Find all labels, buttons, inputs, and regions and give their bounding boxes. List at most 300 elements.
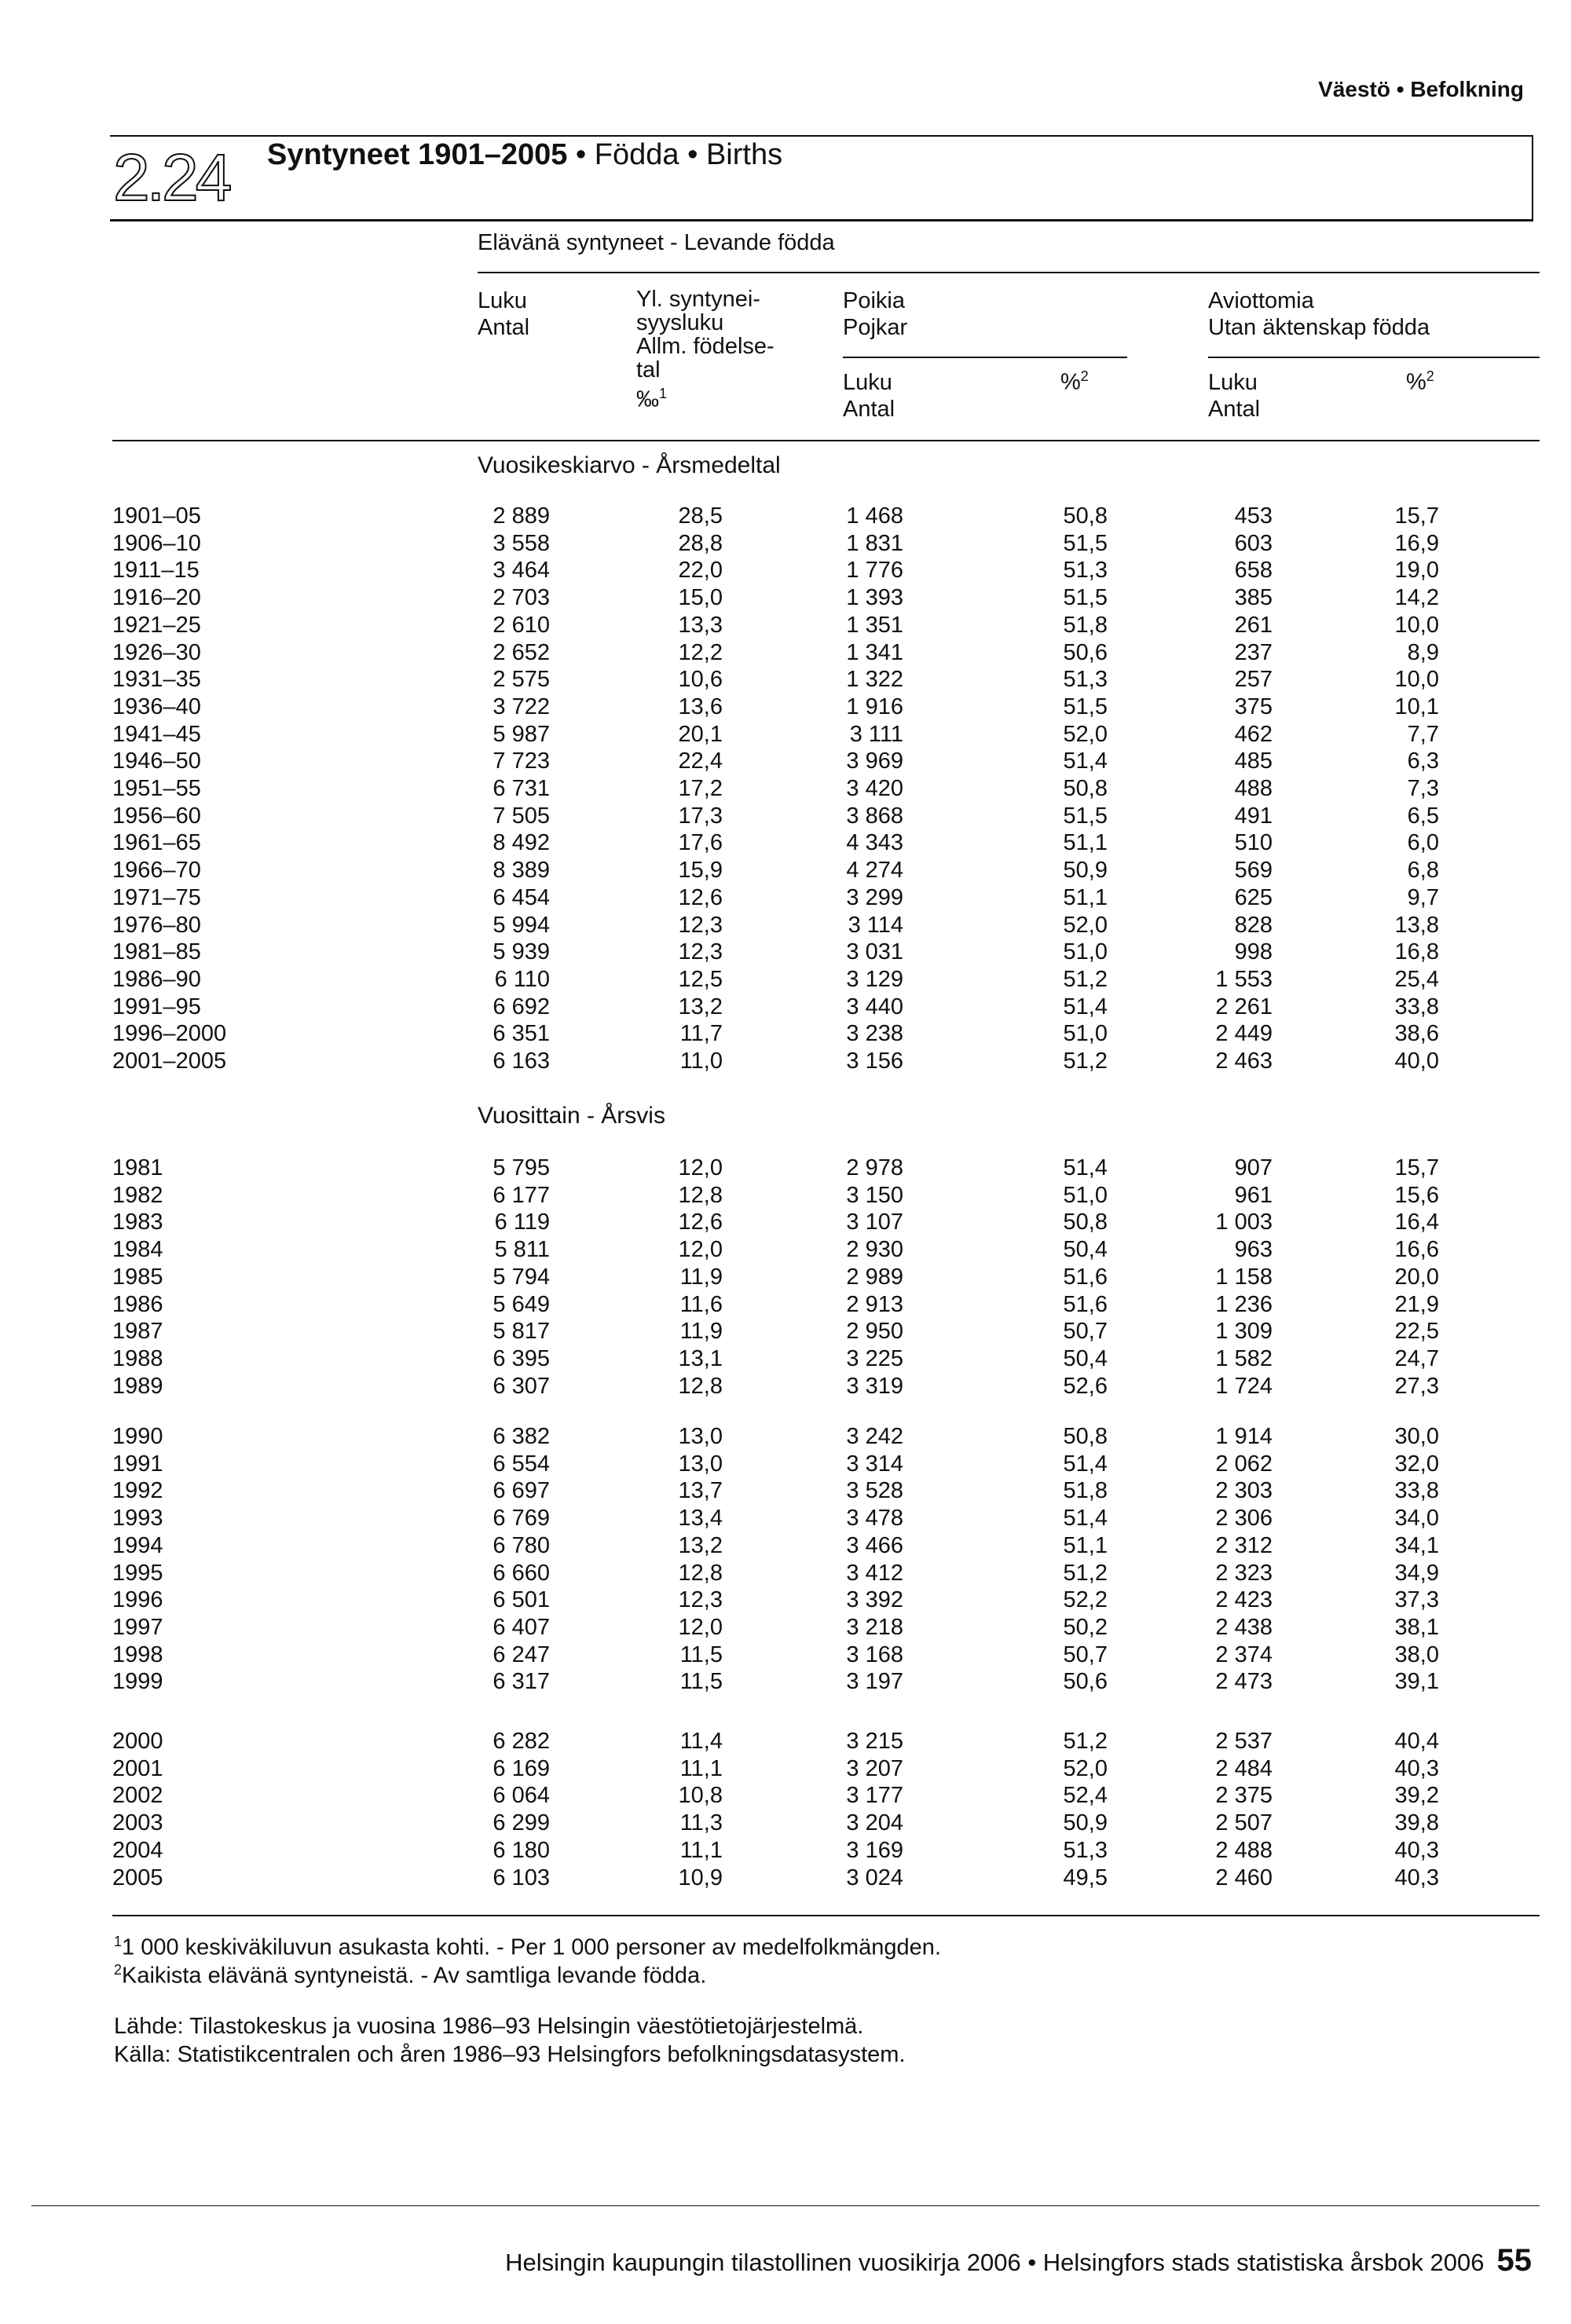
table-row bbox=[0, 1423, 1571, 1451]
cell-births-count: 6 282 bbox=[493, 1729, 550, 1754]
cell-births-count: 3 464 bbox=[493, 558, 550, 584]
table-row bbox=[0, 966, 1571, 994]
title-main: Syntyneet 1901–2005 bbox=[267, 138, 568, 171]
cell-boys-count: 3 218 bbox=[846, 1614, 903, 1640]
table-row bbox=[0, 1505, 1571, 1532]
cell-boys-pct: 51,5 bbox=[1063, 530, 1108, 556]
cell-nonmarital-pct: 22,5 bbox=[1394, 1319, 1439, 1345]
cell-boys-pct: 51,4 bbox=[1063, 748, 1108, 774]
cell-boys-pct: 50,7 bbox=[1063, 1319, 1108, 1345]
cell-nonmarital-pct: 15,7 bbox=[1394, 1155, 1439, 1180]
cell-births-count: 7 723 bbox=[493, 748, 550, 774]
cell-birth-rate: 15,0 bbox=[678, 585, 723, 611]
cell-boys-count: 3 314 bbox=[846, 1451, 903, 1477]
footer-text: Helsingin kaupungin tilastollinen vuosikirja 2006 • Helsingfors stads statistiska årsbok 2006 bbox=[505, 2249, 1485, 2276]
table-row bbox=[0, 1865, 1571, 1892]
cell-nonmarital-count: 1 003 bbox=[1215, 1210, 1273, 1235]
cell-boys-pct: 50,6 bbox=[1063, 1669, 1108, 1695]
table-row bbox=[0, 1728, 1571, 1755]
cell-births-count: 5 987 bbox=[493, 721, 550, 747]
cell-boys-pct: 52,4 bbox=[1063, 1783, 1108, 1809]
cell-nonmarital-count: 828 bbox=[1234, 912, 1273, 938]
cell-nonmarital-pct: 10,0 bbox=[1394, 612, 1439, 638]
cell-nonmarital-pct: 34,9 bbox=[1394, 1560, 1439, 1586]
cell-nonmarital-pct: 38,1 bbox=[1394, 1614, 1439, 1640]
table-row bbox=[0, 694, 1571, 721]
cell-nonmarital-count: 2 323 bbox=[1215, 1560, 1273, 1586]
cell-period: 1961–65 bbox=[112, 830, 201, 856]
cell-boys-pct: 50,8 bbox=[1063, 1424, 1108, 1449]
cell-births-count: 5 939 bbox=[493, 939, 550, 965]
cell-period: 1981 bbox=[112, 1155, 163, 1180]
cell-birth-rate: 11,9 bbox=[679, 1319, 723, 1345]
table-row bbox=[0, 1048, 1571, 1075]
cell-birth-rate: 11,3 bbox=[679, 1810, 723, 1836]
cell-births-count: 6 731 bbox=[493, 776, 550, 801]
cell-nonmarital-pct: 16,9 bbox=[1394, 530, 1439, 556]
cell-period: 1911–15 bbox=[112, 558, 200, 584]
table-row bbox=[0, 666, 1571, 694]
table-row bbox=[0, 1020, 1571, 1048]
cell-period: 1921–25 bbox=[112, 612, 201, 638]
cell-period: 1991 bbox=[112, 1451, 163, 1477]
cell-nonmarital-pct: 6,3 bbox=[1407, 748, 1439, 774]
cell-birth-rate: 11,9 bbox=[679, 1264, 723, 1290]
cell-period: 1951–55 bbox=[112, 776, 201, 801]
table-row bbox=[0, 1532, 1571, 1560]
cell-period: 2000 bbox=[112, 1729, 163, 1754]
source-sv: Källa: Statistikcentralen och åren 1986–93 Helsingfors befolkningsdatasystem. bbox=[114, 2042, 906, 2067]
cell-boys-pct: 50,9 bbox=[1063, 858, 1108, 884]
cell-boys-pct: 51,6 bbox=[1063, 1291, 1108, 1317]
cell-birth-rate: 12,3 bbox=[678, 939, 723, 965]
cell-boys-count: 3 169 bbox=[846, 1837, 903, 1863]
cell-nonmarital-pct: 34,1 bbox=[1394, 1532, 1439, 1558]
cell-birth-rate: 13,0 bbox=[678, 1451, 723, 1477]
cell-nonmarital-count: 2 463 bbox=[1215, 1049, 1273, 1074]
cell-boys-pct: 50,6 bbox=[1063, 639, 1108, 665]
cell-birth-rate: 12,5 bbox=[678, 966, 723, 992]
cell-nonmarital-pct: 25,4 bbox=[1394, 966, 1439, 992]
cell-period: 1986–90 bbox=[112, 966, 201, 992]
cell-birth-rate: 12,8 bbox=[678, 1182, 723, 1208]
cell-boys-pct: 51,4 bbox=[1063, 1506, 1108, 1532]
table-row bbox=[0, 1182, 1571, 1210]
cell-boys-pct: 50,9 bbox=[1063, 1810, 1108, 1836]
cell-nonmarital-count: 1 553 bbox=[1215, 966, 1273, 992]
cell-nonmarital-pct: 40,3 bbox=[1394, 1755, 1439, 1781]
cell-births-count: 6 407 bbox=[493, 1614, 550, 1640]
col-header-poikia: Poikia Pojkar bbox=[843, 288, 908, 340]
cell-nonmarital-count: 2 449 bbox=[1215, 1021, 1273, 1047]
cell-births-count: 6 697 bbox=[493, 1478, 550, 1504]
cell-period: 1976–80 bbox=[112, 912, 201, 938]
cell-nonmarital-pct: 40,4 bbox=[1394, 1729, 1439, 1754]
section-tag: Väestö • Befolkning bbox=[1318, 77, 1524, 101]
cell-period: 1936–40 bbox=[112, 694, 201, 719]
cell-boys-count: 3 204 bbox=[846, 1810, 903, 1836]
cell-births-count: 6 780 bbox=[493, 1532, 550, 1558]
cell-boys-pct: 51,2 bbox=[1063, 1560, 1108, 1586]
cell-nonmarital-count: 2 460 bbox=[1215, 1865, 1273, 1890]
cell-boys-count: 3 299 bbox=[846, 884, 903, 910]
cell-nonmarital-pct: 10,0 bbox=[1394, 667, 1439, 693]
cell-nonmarital-pct: 7,7 bbox=[1407, 721, 1439, 747]
cell-nonmarital-count: 625 bbox=[1234, 884, 1273, 910]
cell-boys-count: 1 776 bbox=[846, 558, 903, 584]
cell-nonmarital-pct: 14,2 bbox=[1394, 585, 1439, 611]
cell-boys-count: 1 322 bbox=[846, 667, 903, 693]
cell-nonmarital-count: 491 bbox=[1234, 803, 1273, 829]
cell-nonmarital-count: 257 bbox=[1234, 667, 1273, 693]
cell-nonmarital-count: 1 158 bbox=[1215, 1264, 1273, 1290]
cell-period: 1906–10 bbox=[112, 530, 201, 556]
cell-period: 1993 bbox=[112, 1506, 163, 1532]
table-row bbox=[0, 1291, 1571, 1319]
cell-births-count: 3 722 bbox=[493, 694, 550, 719]
cell-boys-pct: 51,8 bbox=[1063, 612, 1108, 638]
cell-boys-count: 3 168 bbox=[846, 1641, 903, 1667]
cell-nonmarital-count: 2 484 bbox=[1215, 1755, 1273, 1781]
cell-births-count: 6 554 bbox=[493, 1451, 550, 1477]
cell-nonmarital-pct: 15,7 bbox=[1394, 503, 1439, 529]
cell-period: 1991–95 bbox=[112, 994, 201, 1019]
cell-birth-rate: 10,6 bbox=[678, 667, 723, 693]
table-row bbox=[0, 1451, 1571, 1478]
cell-nonmarital-pct: 38,0 bbox=[1394, 1641, 1439, 1667]
col-header-poikia-pct: %$^2$ bbox=[1060, 368, 1089, 395]
cell-nonmarital-count: 2 438 bbox=[1215, 1614, 1273, 1640]
cell-boys-count: 3 466 bbox=[846, 1532, 903, 1558]
cell-boys-count: 4 343 bbox=[846, 830, 903, 856]
cell-birth-rate: 13,3 bbox=[678, 612, 723, 638]
cell-period: 1926–30 bbox=[112, 639, 201, 665]
cell-nonmarital-count: 963 bbox=[1234, 1237, 1273, 1263]
cell-boys-count: 2 913 bbox=[846, 1291, 903, 1317]
cell-boys-count: 1 468 bbox=[846, 503, 903, 529]
cell-boys-count: 1 831 bbox=[846, 530, 903, 556]
cell-boys-pct: 51,5 bbox=[1063, 803, 1108, 829]
cell-birth-rate: 11,5 bbox=[679, 1669, 723, 1695]
cell-period: 1996–2000 bbox=[112, 1021, 227, 1047]
cell-births-count: 6 692 bbox=[493, 994, 550, 1019]
cell-nonmarital-pct: 6,0 bbox=[1407, 830, 1439, 856]
cell-births-count: 8 389 bbox=[493, 858, 550, 884]
cell-period: 1966–70 bbox=[112, 858, 201, 884]
cell-boys-count: 1 351 bbox=[846, 612, 903, 638]
cell-boys-count: 3 420 bbox=[846, 776, 903, 801]
cell-births-count: 6 163 bbox=[493, 1049, 550, 1074]
cell-births-count: 5 795 bbox=[493, 1155, 550, 1180]
cell-births-count: 5 811 bbox=[494, 1237, 550, 1263]
cell-nonmarital-count: 1 582 bbox=[1215, 1345, 1273, 1371]
table-row bbox=[0, 639, 1571, 667]
cell-birth-rate: 12,6 bbox=[678, 1210, 723, 1235]
cell-births-count: 2 652 bbox=[493, 639, 550, 665]
cell-births-count: 6 169 bbox=[493, 1755, 550, 1781]
cell-boys-pct: 52,6 bbox=[1063, 1373, 1108, 1399]
cell-nonmarital-count: 603 bbox=[1234, 530, 1273, 556]
cell-births-count: 2 703 bbox=[493, 585, 550, 611]
cell-births-count: 7 505 bbox=[493, 803, 550, 829]
cell-boys-pct: 51,4 bbox=[1063, 994, 1108, 1019]
cell-nonmarital-pct: 19,0 bbox=[1394, 558, 1439, 584]
cell-boys-count: 3 111 bbox=[849, 721, 903, 747]
cell-nonmarital-count: 2 303 bbox=[1215, 1478, 1273, 1504]
cell-boys-count: 3 440 bbox=[846, 994, 903, 1019]
table-row bbox=[0, 1264, 1571, 1291]
aviottomia-rule bbox=[1208, 357, 1540, 358]
cell-period: 1946–50 bbox=[112, 748, 201, 774]
cell-nonmarital-pct: 16,4 bbox=[1394, 1210, 1439, 1235]
col-header-aviottomia: Aviottomia Utan äktenskap födda bbox=[1208, 288, 1430, 340]
cell-boys-pct: 51,0 bbox=[1063, 939, 1108, 965]
cell-birth-rate: 12,6 bbox=[678, 884, 723, 910]
table-number: 2.24 bbox=[113, 141, 229, 214]
cell-boys-pct: 51,0 bbox=[1063, 1021, 1108, 1047]
cell-period: 1982 bbox=[112, 1182, 163, 1208]
table-row bbox=[0, 1755, 1571, 1783]
cell-nonmarital-pct: 34,0 bbox=[1394, 1506, 1439, 1532]
cell-boys-count: 3 215 bbox=[846, 1729, 903, 1754]
cell-period: 2002 bbox=[112, 1783, 163, 1809]
cell-nonmarital-pct: 40,0 bbox=[1394, 1049, 1439, 1074]
cell-period: 1992 bbox=[112, 1478, 163, 1504]
cell-births-count: 6 299 bbox=[493, 1810, 550, 1836]
cell-nonmarital-count: 2 306 bbox=[1215, 1506, 1273, 1532]
cell-period: 1989 bbox=[112, 1373, 163, 1399]
cell-nonmarital-count: 1 236 bbox=[1215, 1291, 1273, 1317]
cell-nonmarital-count: 1 914 bbox=[1215, 1424, 1273, 1449]
cell-nonmarital-count: 462 bbox=[1234, 721, 1273, 747]
cell-birth-rate: 13,6 bbox=[678, 694, 723, 719]
cell-nonmarital-count: 1 724 bbox=[1215, 1373, 1273, 1399]
cell-boys-count: 3 238 bbox=[846, 1021, 903, 1047]
table-row bbox=[0, 1560, 1571, 1587]
cell-births-count: 6 103 bbox=[493, 1865, 550, 1890]
cell-nonmarital-pct: 16,8 bbox=[1394, 939, 1439, 965]
col-header-luku: Luku Antal bbox=[478, 288, 530, 340]
cell-boys-count: 3 107 bbox=[846, 1210, 903, 1235]
cell-nonmarital-count: 2 423 bbox=[1215, 1587, 1273, 1613]
table-row bbox=[0, 1587, 1571, 1614]
table-row bbox=[0, 857, 1571, 884]
cell-births-count: 6 119 bbox=[494, 1210, 550, 1235]
cell-period: 1971–75 bbox=[112, 884, 201, 910]
cell-boys-pct: 52,0 bbox=[1063, 721, 1108, 747]
cell-boys-pct: 51,1 bbox=[1063, 830, 1108, 856]
col-header-avi-pct: %$^2$ bbox=[1406, 368, 1434, 395]
cell-period: 1956–60 bbox=[112, 803, 201, 829]
cell-boys-pct: 50,4 bbox=[1063, 1237, 1108, 1263]
cell-nonmarital-pct: 15,6 bbox=[1394, 1182, 1439, 1208]
table-row bbox=[0, 612, 1571, 639]
table-row bbox=[0, 939, 1571, 966]
cell-births-count: 6 769 bbox=[493, 1506, 550, 1532]
cell-boys-count: 3 225 bbox=[846, 1345, 903, 1371]
cell-births-count: 6 660 bbox=[493, 1560, 550, 1586]
cell-births-count: 6 501 bbox=[493, 1587, 550, 1613]
cell-period: 1997 bbox=[112, 1614, 163, 1640]
cell-boys-count: 3 242 bbox=[846, 1424, 903, 1449]
group-rule bbox=[478, 272, 1540, 273]
cell-nonmarital-count: 2 062 bbox=[1215, 1451, 1273, 1477]
cell-boys-pct: 51,3 bbox=[1063, 558, 1108, 584]
cell-boys-pct: 51,3 bbox=[1063, 667, 1108, 693]
cell-boys-pct: 51,5 bbox=[1063, 694, 1108, 719]
cell-period: 1916–20 bbox=[112, 585, 201, 611]
cell-nonmarital-pct: 9,7 bbox=[1407, 884, 1439, 910]
cell-nonmarital-count: 237 bbox=[1234, 639, 1273, 665]
table-row bbox=[0, 584, 1571, 612]
group-header: Elävänä syntyneet - Levande födda bbox=[478, 230, 835, 255]
cell-boys-pct: 51,0 bbox=[1063, 1182, 1108, 1208]
cell-birth-rate: 11,7 bbox=[679, 1021, 723, 1047]
cell-birth-rate: 10,8 bbox=[678, 1783, 723, 1809]
cell-period: 2005 bbox=[112, 1865, 163, 1890]
cell-nonmarital-pct: 8,9 bbox=[1407, 639, 1439, 665]
cell-birth-rate: 11,1 bbox=[679, 1755, 723, 1781]
cell-births-count: 2 610 bbox=[493, 612, 550, 638]
cell-nonmarital-pct: 27,3 bbox=[1394, 1373, 1439, 1399]
cell-nonmarital-pct: 37,3 bbox=[1394, 1587, 1439, 1613]
cell-nonmarital-pct: 30,0 bbox=[1394, 1424, 1439, 1449]
cell-nonmarital-pct: 10,1 bbox=[1394, 694, 1439, 719]
cell-births-count: 5 817 bbox=[493, 1319, 550, 1345]
cell-boys-count: 3 412 bbox=[846, 1560, 903, 1586]
cell-boys-count: 3 024 bbox=[846, 1865, 903, 1890]
cell-boys-count: 1 916 bbox=[846, 694, 903, 719]
table-row bbox=[0, 1614, 1571, 1641]
cell-period: 1981–85 bbox=[112, 939, 201, 965]
table-row bbox=[0, 1155, 1571, 1182]
table-row bbox=[0, 721, 1571, 748]
cell-nonmarital-count: 2 488 bbox=[1215, 1837, 1273, 1863]
cell-birth-rate: 11,6 bbox=[679, 1291, 723, 1317]
cell-boys-count: 3 392 bbox=[846, 1587, 903, 1613]
cell-nonmarital-pct: 39,1 bbox=[1394, 1669, 1439, 1695]
cell-nonmarital-pct: 39,2 bbox=[1394, 1783, 1439, 1809]
cell-boys-pct: 51,4 bbox=[1063, 1451, 1108, 1477]
cell-birth-rate: 12,3 bbox=[678, 1587, 723, 1613]
cell-nonmarital-count: 569 bbox=[1234, 858, 1273, 884]
cell-boys-count: 3 177 bbox=[846, 1783, 903, 1809]
table-row bbox=[0, 884, 1571, 912]
cell-births-count: 5 794 bbox=[493, 1264, 550, 1290]
col-header-avi-luku: Luku Antal bbox=[1208, 370, 1261, 422]
section-five-year-label: Vuosikeskiarvo - Årsmedeltal bbox=[478, 452, 781, 478]
table-row bbox=[0, 803, 1571, 830]
cell-period: 1999 bbox=[112, 1669, 163, 1695]
cell-nonmarital-pct: 6,5 bbox=[1407, 803, 1439, 829]
cell-nonmarital-pct: 40,3 bbox=[1394, 1837, 1439, 1863]
cell-period: 1931–35 bbox=[112, 667, 201, 693]
cell-period: 2003 bbox=[112, 1810, 163, 1836]
cell-boys-pct: 51,6 bbox=[1063, 1264, 1108, 1290]
col-header-yl: Yl. syntynei- syysluku Allm. födelse- tal ‰$^1$ bbox=[636, 287, 775, 412]
cell-birth-rate: 11,4 bbox=[679, 1729, 723, 1754]
table-row bbox=[0, 1641, 1571, 1669]
cell-boys-pct: 51,2 bbox=[1063, 1049, 1108, 1074]
poikia-rule bbox=[843, 357, 1127, 358]
cell-boys-pct: 50,8 bbox=[1063, 1210, 1108, 1235]
cell-boys-count: 2 950 bbox=[846, 1319, 903, 1345]
cell-birth-rate: 12,8 bbox=[678, 1560, 723, 1586]
cell-period: 2001–2005 bbox=[112, 1049, 227, 1074]
cell-boys-pct: 52,0 bbox=[1063, 1755, 1108, 1781]
cell-nonmarital-count: 485 bbox=[1234, 748, 1273, 774]
cell-nonmarital-count: 2 537 bbox=[1215, 1729, 1273, 1754]
cell-births-count: 5 649 bbox=[493, 1291, 550, 1317]
cell-period: 1941–45 bbox=[112, 721, 201, 747]
table-row bbox=[0, 775, 1571, 803]
cell-nonmarital-count: 510 bbox=[1234, 830, 1273, 856]
cell-boys-count: 3 969 bbox=[846, 748, 903, 774]
cell-birth-rate: 11,5 bbox=[679, 1641, 723, 1667]
cell-period: 1988 bbox=[112, 1345, 163, 1371]
footnote-1: $^1$1 000 keskiväkiluvun asukasta kohti. - Per 1 000 personer av medelfolkmängden. bbox=[114, 1934, 941, 1960]
cell-births-count: 6 395 bbox=[493, 1345, 550, 1371]
cell-boys-pct: 50,8 bbox=[1063, 776, 1108, 801]
cell-births-count: 6 307 bbox=[493, 1373, 550, 1399]
cell-boys-count: 1 341 bbox=[846, 639, 903, 665]
table-row bbox=[0, 1236, 1571, 1264]
table-row bbox=[0, 503, 1571, 530]
cell-boys-pct: 49,5 bbox=[1063, 1865, 1108, 1890]
table-row bbox=[0, 557, 1571, 584]
cell-period: 2001 bbox=[112, 1755, 163, 1781]
table-row bbox=[0, 1373, 1571, 1400]
cell-births-count: 6 317 bbox=[493, 1669, 550, 1695]
cell-boys-pct: 51,1 bbox=[1063, 884, 1108, 910]
cell-birth-rate: 13,4 bbox=[678, 1506, 723, 1532]
table-row bbox=[0, 912, 1571, 939]
cell-boys-count: 2 930 bbox=[846, 1237, 903, 1263]
table-row bbox=[0, 994, 1571, 1021]
section-yearly-label: Vuosittain - Årsvis bbox=[478, 1103, 665, 1129]
table-row bbox=[0, 1668, 1571, 1696]
cell-boys-pct: 50,7 bbox=[1063, 1641, 1108, 1667]
page-footer bbox=[505, 2243, 1532, 2278]
table-row bbox=[0, 1318, 1571, 1345]
cell-boys-count: 3 129 bbox=[846, 966, 903, 992]
cell-period: 1986 bbox=[112, 1291, 163, 1317]
cell-birth-rate: 20,1 bbox=[678, 721, 723, 747]
cell-boys-pct: 50,4 bbox=[1063, 1345, 1108, 1371]
header-rule bbox=[112, 440, 1540, 441]
cell-nonmarital-count: 961 bbox=[1234, 1182, 1273, 1208]
cell-nonmarital-pct: 13,8 bbox=[1394, 912, 1439, 938]
cell-births-count: 2 889 bbox=[493, 503, 550, 529]
cell-births-count: 6 351 bbox=[493, 1021, 550, 1047]
cell-nonmarital-pct: 16,6 bbox=[1394, 1237, 1439, 1263]
cell-nonmarital-pct: 20,0 bbox=[1394, 1264, 1439, 1290]
cell-nonmarital-pct: 40,3 bbox=[1394, 1865, 1439, 1890]
cell-boys-count: 4 274 bbox=[846, 858, 903, 884]
cell-nonmarital-count: 385 bbox=[1234, 585, 1273, 611]
cell-period: 1990 bbox=[112, 1424, 163, 1449]
cell-birth-rate: 28,5 bbox=[678, 503, 723, 529]
cell-births-count: 6 247 bbox=[493, 1641, 550, 1667]
footnote-2: $^2$Kaikista elävänä syntyneistä. - Av samtliga levande födda. bbox=[114, 1962, 707, 1989]
cell-boys-pct: 51,4 bbox=[1063, 1155, 1108, 1180]
cell-boys-count: 2 978 bbox=[846, 1155, 903, 1180]
cell-birth-rate: 17,3 bbox=[678, 803, 723, 829]
cell-boys-count: 3 207 bbox=[846, 1755, 903, 1781]
source-fi: Lähde: Tilastokeskus ja vuosina 1986–93 Helsingin väestötietojärjestelmä. bbox=[114, 2014, 864, 2039]
cell-nonmarital-count: 453 bbox=[1234, 503, 1273, 529]
cell-boys-pct: 51,2 bbox=[1063, 966, 1108, 992]
